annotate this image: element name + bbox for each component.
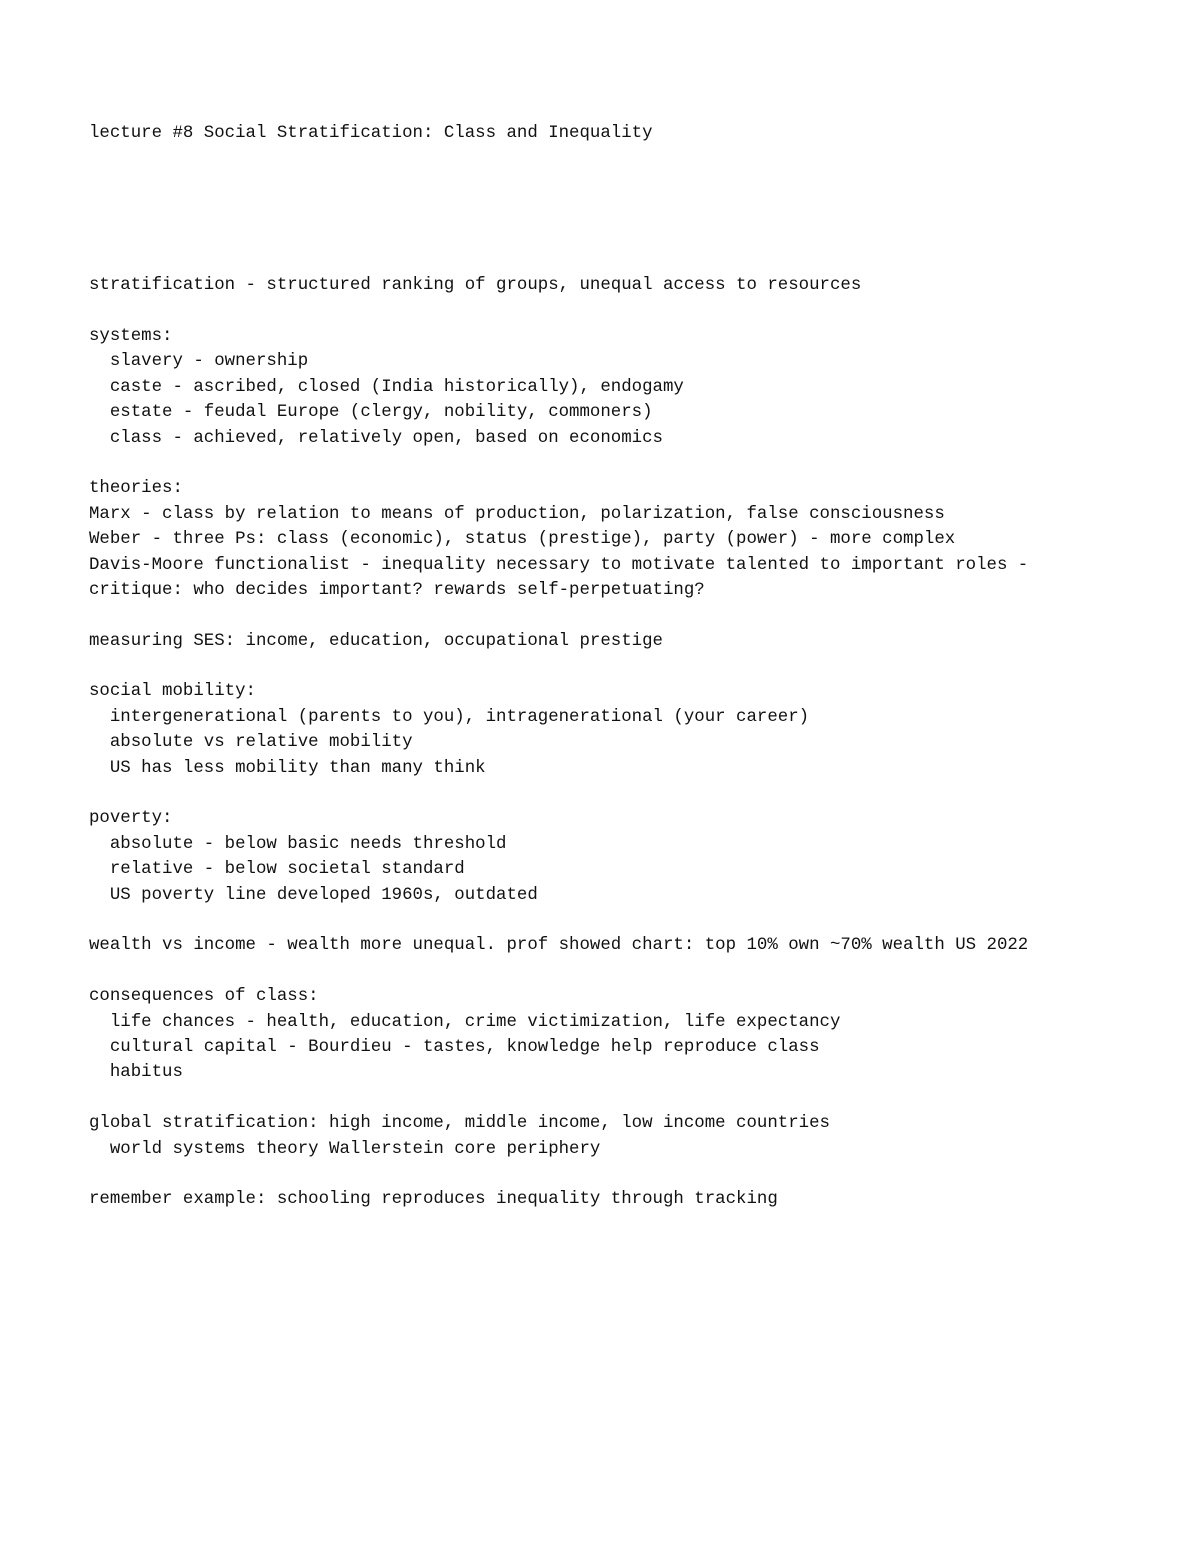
blank-line (89, 603, 1200, 628)
note-line: class - achieved, relatively open, based on economics (89, 428, 663, 448)
blank-line (89, 654, 1200, 679)
blank-line (89, 299, 1200, 324)
note-line: wealth vs income - wealth more unequal. prof showed chart: top 10% own ~70% wealth US 2022 (89, 936, 1029, 956)
note-line: US poverty line developed 1960s, outdated (89, 885, 538, 905)
blank-line (89, 781, 1200, 806)
note-line: habitus (89, 1063, 183, 1083)
note-line: cultural capital - Bourdieu - tastes, knowledge help reproduce class (89, 1037, 820, 1057)
blank-line (89, 1162, 1200, 1187)
note-line: stratification - structured ranking of groups, unequal access to resources (89, 276, 862, 296)
note-line: remember example: schooling reproduces inequality through tracking (89, 1190, 778, 1210)
note-line: poverty: (89, 809, 173, 829)
note-line: caste - ascribed, closed (India historically), endogamy (89, 377, 684, 397)
blank-line (89, 1086, 1200, 1111)
notes-title: lecture #8 Social Stratification: Class and Inequality (89, 123, 653, 143)
note-line: intergenerational (parents to you), intragenerational (your career) (89, 707, 810, 727)
note-line: critique: who decides important? rewards self-perpetuating? (89, 580, 705, 600)
note-line: systems: (89, 327, 173, 346)
note-line: Weber - three Ps: class (economic), status (prestige), party (power) - more complex (89, 530, 956, 550)
blank-line (89, 197, 1200, 222)
note-line: Marx - class by relation to means of production, polarization, false consciousness (89, 504, 945, 524)
note-line: social mobility: (89, 682, 256, 702)
note-line: global stratification: high income, middle income, low income countries (89, 1114, 830, 1134)
blank-line (89, 451, 1200, 476)
note-line: US has less mobility than many think (89, 758, 486, 778)
note-line: theories: (89, 479, 183, 499)
note-line: measuring SES: income, education, occupational prestige (89, 631, 663, 651)
note-line: absolute - below basic needs threshold (89, 834, 507, 854)
notes-body (89, 273, 1200, 1212)
note-line: life chances - health, education, crime victimization, life expectancy (89, 1012, 841, 1032)
note-line: world systems theory Wallerstein core periphery (89, 1139, 601, 1159)
note-line: Davis-Moore functionalist - inequality necessary to motivate talented to important roles - (89, 555, 1029, 575)
blank-line (89, 908, 1200, 933)
lecture-notes (89, 70, 1200, 1263)
blank-line (89, 959, 1200, 984)
note-line: estate - feudal Europe (clergy, nobility, commoners) (89, 403, 653, 423)
note-line: relative - below societal standard (89, 860, 465, 880)
note-line: slavery - ownership (89, 352, 309, 372)
note-line: consequences of class: (89, 987, 319, 1007)
note-line: absolute vs relative mobility (89, 733, 413, 753)
